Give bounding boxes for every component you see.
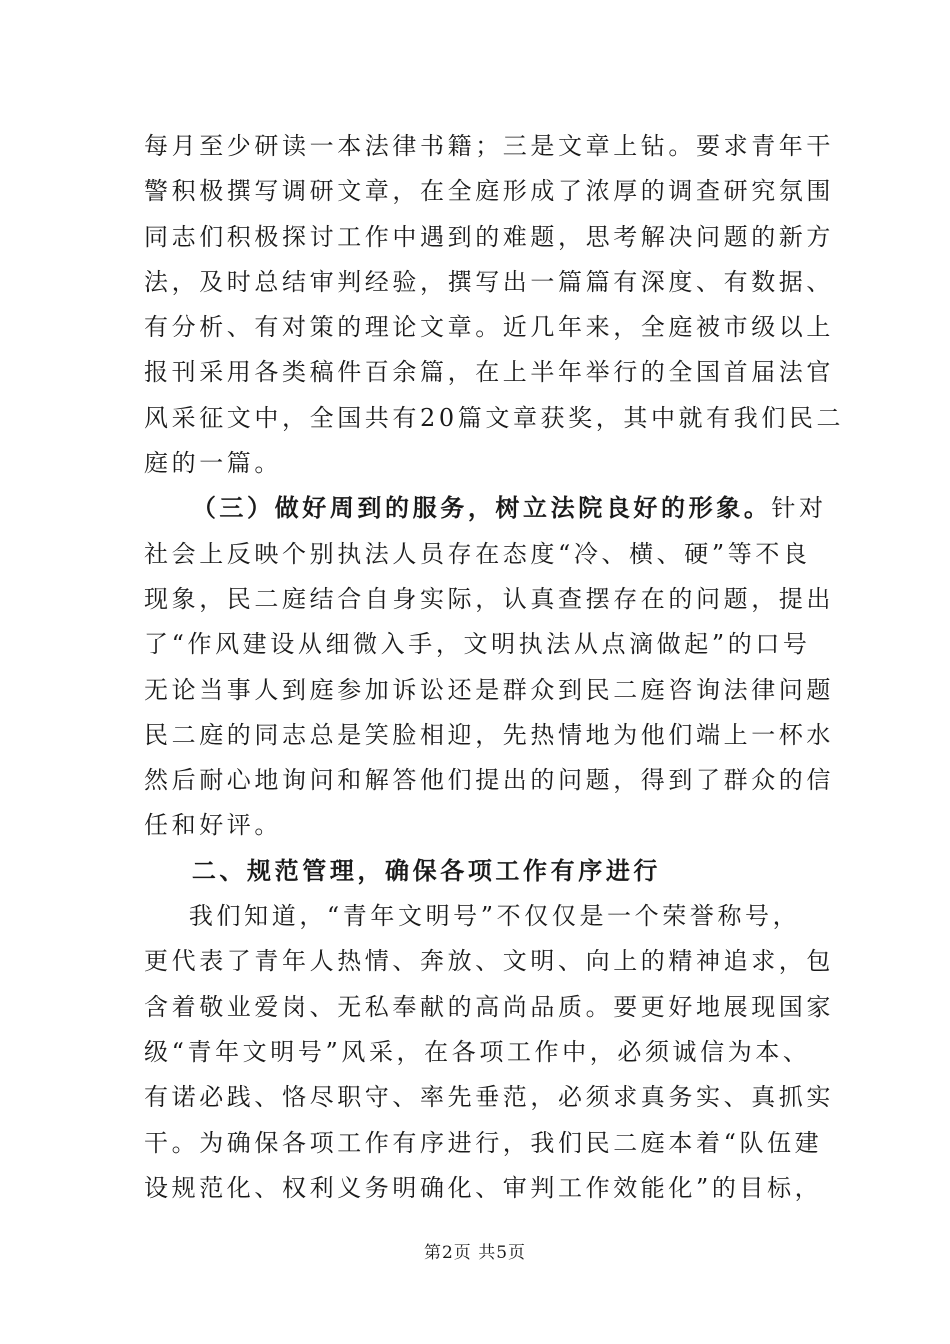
text-line: 有诺必践、恪尽职守、率先垂范，必须求真务实、真抓实 (144, 1083, 834, 1112)
text-line: 更代表了青年人热情、奔放、文明、向上的精神追求，包 (144, 947, 834, 976)
line-rest: 针对 (771, 494, 827, 523)
text-line (144, 486, 827, 531)
text-line: 同志们积极探讨工作中遇到的难题，思考解决问题的新方 (144, 222, 834, 251)
text-line: 我们知道，“青年文明号”不仅仅是一个荣誉称号， (144, 902, 801, 931)
text-line: 风采征文中，全国共有20篇文章获奖，其中就有我们民二 (144, 403, 845, 432)
text-line: 含着敬业爱岗、无私奉献的高尚品质。要更好地展现国家 (144, 992, 834, 1021)
body-text (144, 124, 845, 1211)
text-line: 警积极撰写调研文章，在全庭形成了浓厚的调查研究氛围 (144, 177, 834, 206)
text-line: 任和好评。 (144, 811, 282, 840)
text-line: 报刊采用各类稿件百余篇，在上半年举行的全国首届法官 (144, 358, 834, 387)
text-line: 每月至少研读一本法律书籍；三是文章上钻。要求青年干 (144, 132, 834, 160)
text-line: 干。为确保各项工作有序进行，我们民二庭本着“队伍建 (144, 1128, 823, 1157)
text-line: 庭的一篇。 (144, 449, 282, 478)
text-line: 无论当事人到庭参加诉讼还是群众到民二庭咨询法律问题 (144, 675, 834, 704)
text-line: 然后耐心地询问和解答他们提出的问题，得到了群众的信 (144, 766, 834, 795)
section-heading-inline: （三）做好周到的服务，树立法院良好的形象。 (144, 494, 772, 523)
text-line: 有分析、有对策的理论文章。近几年来，全庭被市级以上 (144, 313, 834, 342)
text-line: 社会上反映个别执法人员存在态度“冷、横、硬”等不良 (144, 539, 811, 568)
text-line: 级“青年文明号”风采，在各项工作中，必须诚信为本、 (144, 1037, 811, 1066)
text-line: 设规范化、权利义务明确化、审判工作效能化”的目标， (144, 1173, 823, 1202)
text-line: 了“作风建设从细微入手，文明执法从点滴做起”的口号 (144, 630, 811, 659)
text-line: 现象，民二庭结合自身实际，认真查摆存在的问题，提出 (144, 584, 834, 613)
text-line: 二、规范管理，确保各项工作有序进行 (144, 856, 662, 885)
page-footer: 第2页 共5页 (423, 1243, 527, 1263)
text-line: 民二庭的同志总是笑脸相迎，先热情地为他们端上一杯水 (144, 720, 834, 749)
text-line: 法，及时总结审判经验，撰写出一篇篇有深度、有数据、 (144, 267, 834, 296)
